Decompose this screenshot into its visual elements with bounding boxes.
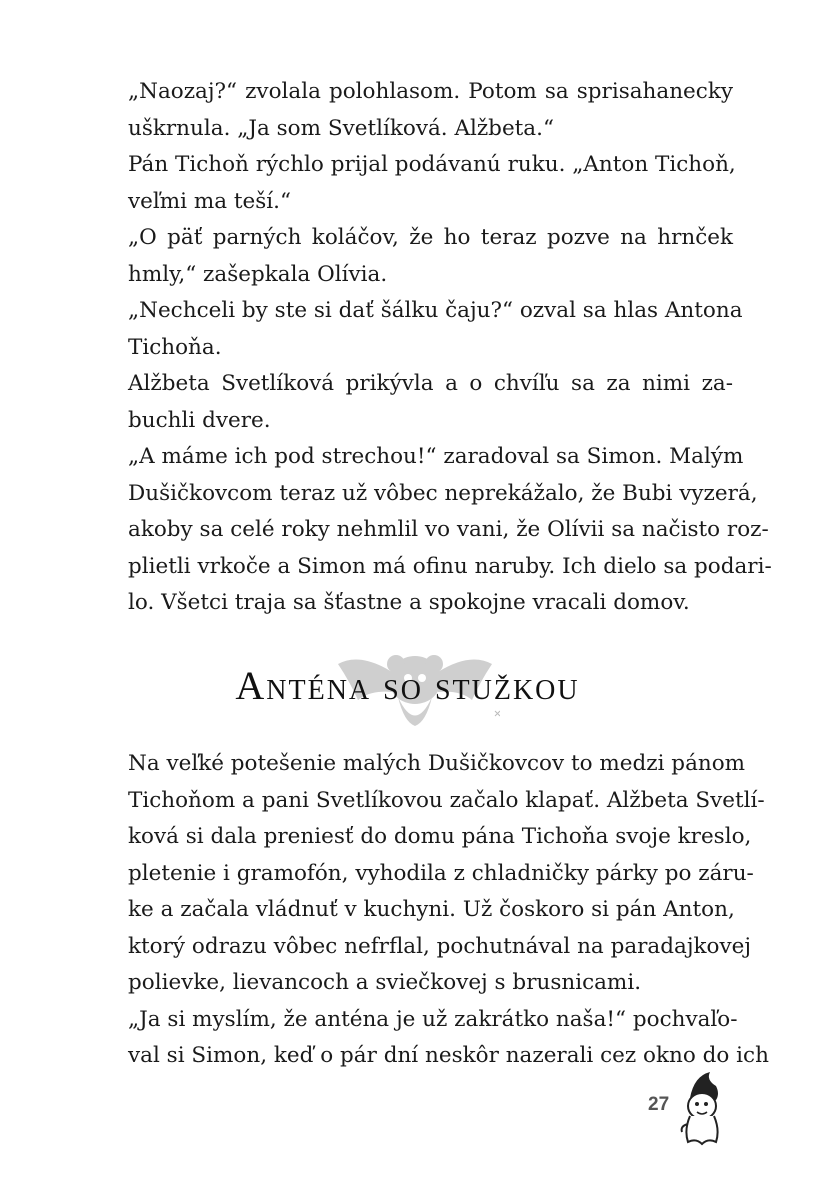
text-block-top (128, 74, 772, 622)
text-line: akoby sa celé roky nehmlil vo vani, že Olívii sa načisto roz- (128, 517, 769, 542)
chapter-title: Anténa so stužkou (235, 663, 580, 708)
text-line: plietli vrkoče a Simon má ofinu naruby. Ich dielo sa podari- (128, 553, 772, 579)
ghost-mascot-icon (676, 1068, 728, 1148)
text-line: Pán Tichoň rýchlo prijal podávanú ruku. „Anton Tichoň, (128, 152, 736, 177)
text-line: Dušičkovcom teraz už vôbec neprekážalo, že Bubi vyzerá, (128, 480, 758, 506)
text-line: Alžbeta Svetlíková prikývla a o chvíľu sa za nimi za- (128, 371, 733, 396)
text-line: lo. Všetci traja sa šťastne a spokojne vracali domov. (128, 590, 690, 615)
text-line: Tichoňom a pani Svetlíkovou začalo klapať. Alžbeta Svetlí- (128, 787, 765, 813)
text-block-bottom (128, 746, 769, 1075)
text-line: „O päť parných koláčov, že ho teraz pozve na hrnček (128, 225, 733, 250)
text-line: „Nechceli by ste si dať šálku čaju?“ ozval sa hlas Antona (128, 298, 743, 323)
text-line: pletenie i gramofón, vyhodila z chladničky párky po záru- (128, 860, 754, 886)
text-line: Na veľké potešenie malých Dušičkovcov to medzi pánom (128, 751, 746, 776)
text-line: ke a začala vládnuť v kuchyni. Už čoskoro si pán Anton, (128, 897, 735, 922)
chapter-heading (0, 638, 815, 738)
text-line: „Ja si myslím, že anténa je už zakrátko naša!“ pochvaľo- (128, 1006, 738, 1032)
text-line: val si Simon, keď o pár dní neskôr nazerali cez okno do ich (128, 1043, 769, 1068)
text-line: „A máme ich pod strechou!“ zaradoval sa Simon. Malým (128, 444, 744, 469)
text-line: hmly,“ zašepkala Olívia. (128, 261, 388, 287)
text-line: ktorý odrazu vôbec nefrflal, pochutnával na paradajkovej (128, 933, 751, 959)
text-line: polievke, lievancoch a sviečkovej s brusnicami. (128, 970, 642, 995)
page-number: 27 (648, 1094, 670, 1115)
text-line: ková si dala preniesť do domu pána Tichoňa svoje kreslo, (128, 824, 752, 849)
text-line: buchli dvere. (128, 407, 271, 433)
text-line: veľmi ma teší.“ (128, 188, 291, 214)
text-line: uškrnula. „Ja som Svetlíková. Alžbeta.“ (128, 115, 554, 141)
text-line: Tichoňa. (128, 334, 222, 360)
text-line: „Naozaj?“ zvolala polohlasom. Potom sa sprisahanecky (128, 79, 733, 104)
